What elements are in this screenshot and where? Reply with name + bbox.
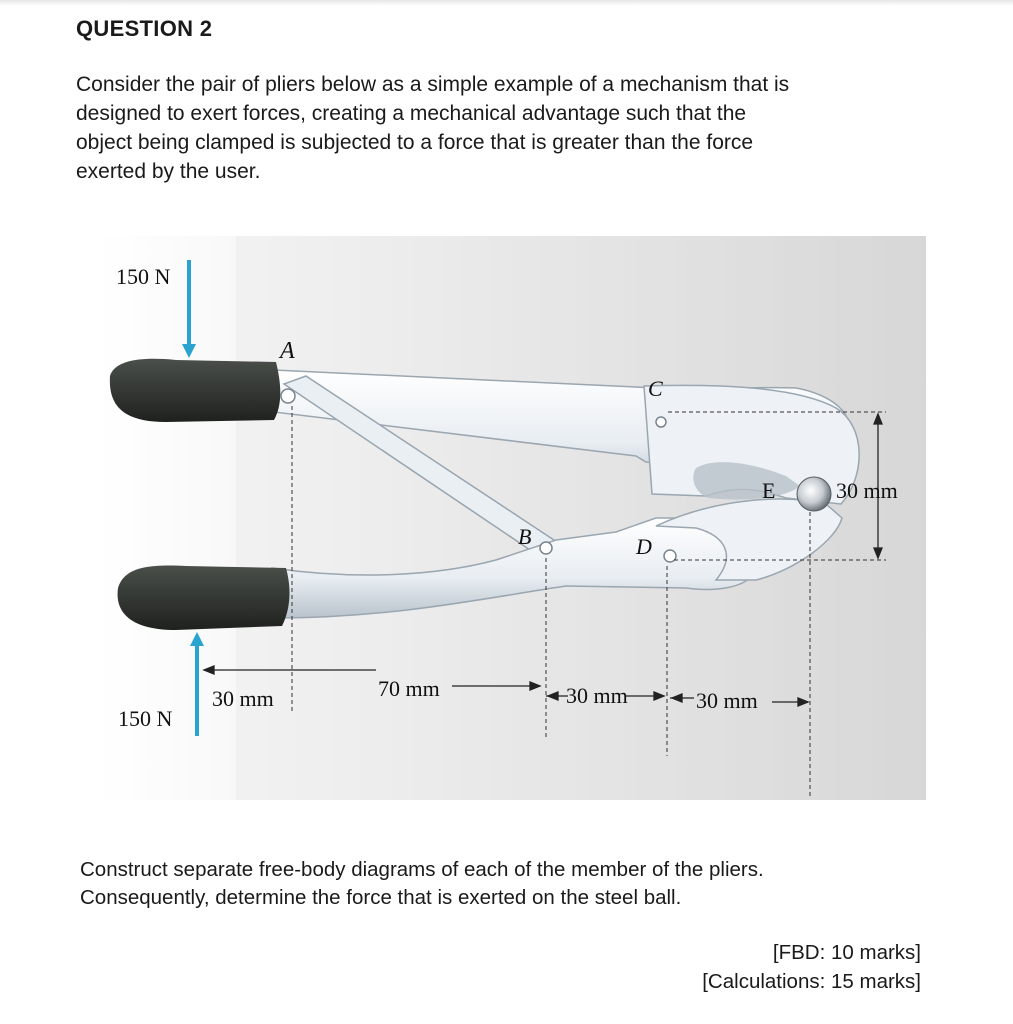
label-point-a: A [280,338,295,364]
label-point-d: D [636,534,652,559]
marks-fbd: [FBD: 10 marks] [772,941,921,964]
task-line: Construct separate free-body diagrams of each of the member of the pliers. [80,858,764,881]
task-line: Consequently, determine the force that is exerted on the steel ball. [80,886,682,909]
dim-label-bd: 30 mm [566,683,628,708]
dim-label-jaw: 30 mm [836,478,898,503]
label-point-c: C [648,376,663,401]
intro-line: Consider the pair of pliers below as a simple example of a mechanism that is [76,73,790,96]
dim-label-ab: 70 mm [378,676,440,701]
pin-b [540,542,552,554]
top-edge-shadow [0,0,1013,6]
pin-a [281,389,295,403]
pliers-diagram [96,236,926,800]
pliers-figure [96,236,926,800]
marks-calculations: [Calculations: 15 marks] [702,970,921,993]
force-label-bottom: 150 N [118,706,173,731]
task-text [80,856,940,912]
dim-label-handle: 30 mm [212,686,274,711]
intro-line: object being clamped is subjected to a force that is greater than the force [76,131,754,154]
intro-line: designed to exert forces, creating a mechanical advantage such that the [76,102,747,125]
steel-ball [797,477,831,511]
question-title: QUESTION 2 [76,16,213,41]
label-point-e: E [762,478,776,503]
dim-label-de: 30 mm [696,688,758,713]
lower-grip [118,566,290,630]
force-label-top: 150 N [116,264,171,289]
intro-line: exerted by the user. [76,160,261,183]
upper-grip [110,359,280,422]
pin-c [656,417,666,427]
marks-allocation [702,938,921,996]
label-point-b: B [518,524,532,549]
question-intro [76,70,936,186]
